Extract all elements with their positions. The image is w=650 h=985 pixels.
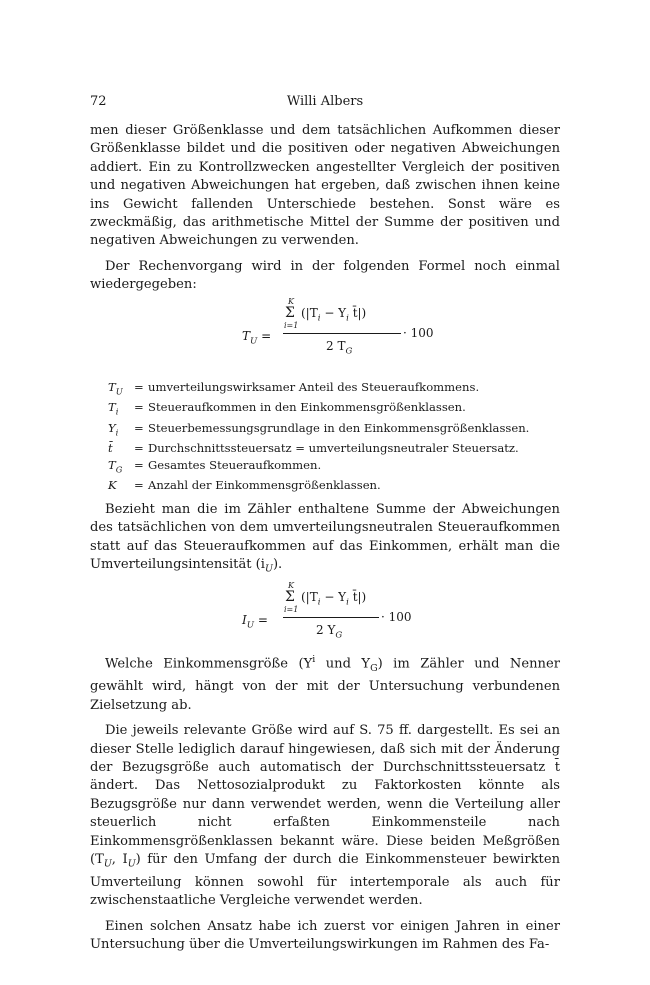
formula-iu bbox=[90, 579, 560, 651]
paragraph-2: Der Rechenvorgang wird in der folgenden Formel noch einmal wiedergegeben: bbox=[90, 258, 560, 293]
definition-row: t̄ = Durchschnittssteuersatz = umverteilungsneutraler Steuersatz. bbox=[108, 441, 519, 456]
symbol-definitions bbox=[108, 379, 560, 494]
paragraph-3: Bezieht man die im Zähler enthaltene Summe der Abweichungen des tatsächlichen von dem umverteilungsneutralen Steueraufkommen statt auf das Steueraufkommen auf das Einkommen, erhält man die Umverteilungsintensität $(i_U)$. bbox=[90, 501, 560, 575]
running-head-author: Willi Albers bbox=[286, 94, 364, 109]
definition-row: $T_U$ = umverteilungswirksamer Anteil des Steueraufkommens. bbox=[108, 379, 480, 396]
formula-iu-fraction-bar bbox=[283, 617, 379, 618]
formula-iu-times-100: · 100 bbox=[381, 609, 412, 624]
formula-tu-times-100: · 100 bbox=[403, 325, 434, 340]
formula-tu-denominator: 2 $T_G$ bbox=[326, 338, 353, 357]
definition-row: $Y_i$ = Steuerbemessungsgrundlage in den Einkommensgrößenklassen. bbox=[108, 420, 530, 438]
formula-tu-sum-upper: K bbox=[288, 296, 294, 306]
formula-tu-sigma: Σ bbox=[285, 304, 295, 321]
paragraph-4: Welche Einkommensgröße ($Y^i$ und $Y_G$) im Zähler und Nenner gewählt wird, hängt von der mit der Untersuchung verbundenen Zielsetzung ab. bbox=[90, 653, 560, 713]
formula-iu-sigma: Σ bbox=[285, 588, 295, 605]
paragraph-6: Einen solchen Ansatz habe ich zuerst vor einigen Jahren in einer Untersuchung über die Umverteilungswirkungen im Rahmen des Fa- bbox=[90, 918, 560, 953]
definition-row: $T_i$ = Steueraufkommen in den Einkommensgrößenklassen. bbox=[108, 400, 466, 417]
running-header bbox=[90, 94, 560, 112]
page-number: 72 bbox=[90, 94, 107, 109]
formula-tu bbox=[90, 295, 560, 369]
formula-iu-numerator: ($|T_i - Y_i$ t̄|) bbox=[301, 589, 367, 608]
formula-iu-denominator: 2 $Y_G$ bbox=[316, 622, 343, 641]
formula-tu-numerator: ($|T_i - Y_i$ t̄|) bbox=[301, 305, 367, 324]
formula-iu-sum-lower: i=1 bbox=[284, 604, 299, 614]
formula-tu-sum-lower: i=1 bbox=[284, 320, 299, 330]
formula-iu-sum-upper: K bbox=[288, 580, 294, 590]
definition-row: K = Anzahl der Einkommensgrößenklassen. bbox=[108, 478, 381, 493]
definition-row: $T_G$ = Gesamtes Steueraufkommen. bbox=[108, 457, 322, 475]
paragraph-1: men dieser Größenklasse und dem tatsächlichen Aufkommen dieser Größenklasse bildet und die positiven oder negativen Abweichungen addiert. Ein zu Kontrollzwecken angestellter Vergleich der positiven und negativen Abweichungen hat ergeben, daß zwischen ihnen keine ins Gewicht fallenden Unterschiede bestehen. Sonst wäre es zweckmäßig, das arithmetische Mittel der Summe der positiven und negativen Abweichungen zu verwenden. bbox=[90, 123, 560, 249]
formula-tu-lhs: $T_U$ = bbox=[242, 328, 272, 347]
paragraph-5: Die jeweils relevante Größe wird auf S. 75 ff. dargestellt. Es sei an dieser Stelle lediglich darauf hingewiesen, daß sich mit der Änderung der Bezugsgröße auch automatisch der Durchschnittssteuersatz t̄ ändert. Das Nettosozialprodukt zu Faktorkosten könnte als Bezugsgröße nur dann verwendet werden, wenn die Verteilung aller steuerlich nicht erfaßten Einkommensteile nach Einkommensgrößenklassen bekannt wäre. Diese beiden Meßgrößen ($T_U$, $I_U$) für den Umfang der durch die Einkommensteuer bewirkten Umverteilung können sowohl für intertemporale als auch für zwischenstaatliche Vergleiche verwendet werden. bbox=[90, 723, 561, 909]
formula-tu-fraction-bar bbox=[283, 333, 401, 334]
page bbox=[90, 94, 560, 955]
formula-iu-lhs: $I_U$ = bbox=[242, 612, 268, 631]
